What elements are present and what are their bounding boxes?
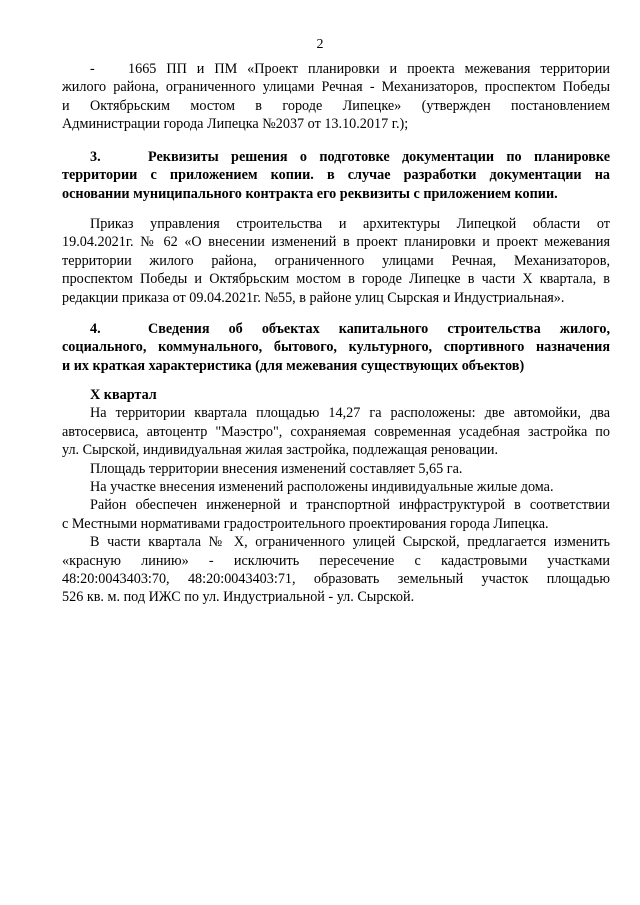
quarter-p5-line-2: «красную линию» - исключить пересечение с кадастровыми участками	[62, 552, 610, 569]
section-3-heading	[62, 148, 610, 203]
quarter-p4-line-1: Район обеспечен инженерной и транспортной инфраструктурой в соответствии	[90, 497, 610, 514]
quarter-p1-line-1: На территории квартала площадью 14,27 га расположены: две автомойки, два	[90, 405, 610, 422]
quarter-area-paragraph: Площадь территории внесения изменений составляет 5,65 га.	[90, 460, 463, 477]
section-3-line-1: 3. Реквизиты решения о подготовке документации по планировке	[90, 149, 610, 165]
section-4-line-2: социального, коммунального, бытового, культурного, спортивного назначения	[62, 339, 610, 356]
section-3-line-2: территории с приложением копии. в случае разработки документации на	[62, 167, 610, 184]
order-line-3: территории жилого района, ограниченного улицами Речная, Механизаторов,	[62, 252, 610, 269]
quarter-p5-line-4: 526 кв. м. под ИЖС по ул. Индустриальной - ул. Сырской.	[62, 589, 415, 606]
order-paragraph	[62, 215, 610, 307]
section-3-line-3: основании муниципального контракта его реквизиты с приложением копии.	[62, 185, 558, 202]
item-1665-line-4: Администрации города Липецка №2037 от 13.10.2017 г.);	[62, 116, 409, 133]
section-4-heading	[62, 320, 610, 375]
quarter-houses-paragraph: На участке внесения изменений расположены индивидуальные жилые дома.	[90, 479, 554, 496]
order-line-2: 19.04.2021г. № 62 «О внесении изменений в проект планировки и проект межевания	[62, 234, 610, 251]
quarter-p5-line-3: 48:20:0043403:70, 48:20:0043403:71, образовать земельный участок площадью	[62, 571, 610, 588]
quarter-p1-line-2: автосервиса, автоцентр "Маэстро", сохраняемая современная усадебная застройка по	[62, 423, 610, 440]
quarter-heading: Х квартал	[90, 387, 157, 403]
section-4-number: 4.	[90, 321, 101, 337]
item-1665-line-1: - 1665 ПП и ПМ «Проект планировки и проекта межевания территории	[90, 61, 610, 77]
page-number: 2	[316, 37, 324, 52]
item-1665-line-2: жилого района, ограниченного улицами Речная - Механизаторов, проспектом Победы	[62, 79, 610, 96]
list-dash: -	[90, 61, 95, 77]
quarter-p1-line-3: ул. Сырской, индивидуальная жилая застройка, подлежащая реновации.	[62, 442, 499, 459]
section-4-line-3: и их краткая характеристика (для межевания существующих объектов)	[62, 357, 525, 374]
item-1665-line-3: и Октябрьским мостом в городе Липецке» (утвержден постановлением	[62, 97, 610, 114]
item-1665-paragraph	[62, 60, 610, 134]
quarter-section	[62, 386, 610, 607]
section-3-number: 3.	[90, 149, 101, 165]
order-line-4: проспектом Победы и Октябрьским мостом в городе Липецке в части Х квартала, в	[62, 271, 610, 288]
quarter-p5-line-1: В части квартала № Х, ограниченного улицей Сырской, предлагается изменить	[90, 534, 610, 551]
order-line-5: редакции приказа от 09.04.2021г. №55, в районе улиц Сырская и Индустриальная».	[62, 289, 565, 306]
order-line-1: Приказ управления строительства и архитектуры Липецкой области от	[90, 216, 610, 232]
section-4-line-1: 4. Сведения об объектах капитального строительства жилого,	[90, 321, 610, 337]
quarter-p4-line-2: с Местными нормативами градостроительного проектирования города Липецка.	[62, 515, 549, 532]
